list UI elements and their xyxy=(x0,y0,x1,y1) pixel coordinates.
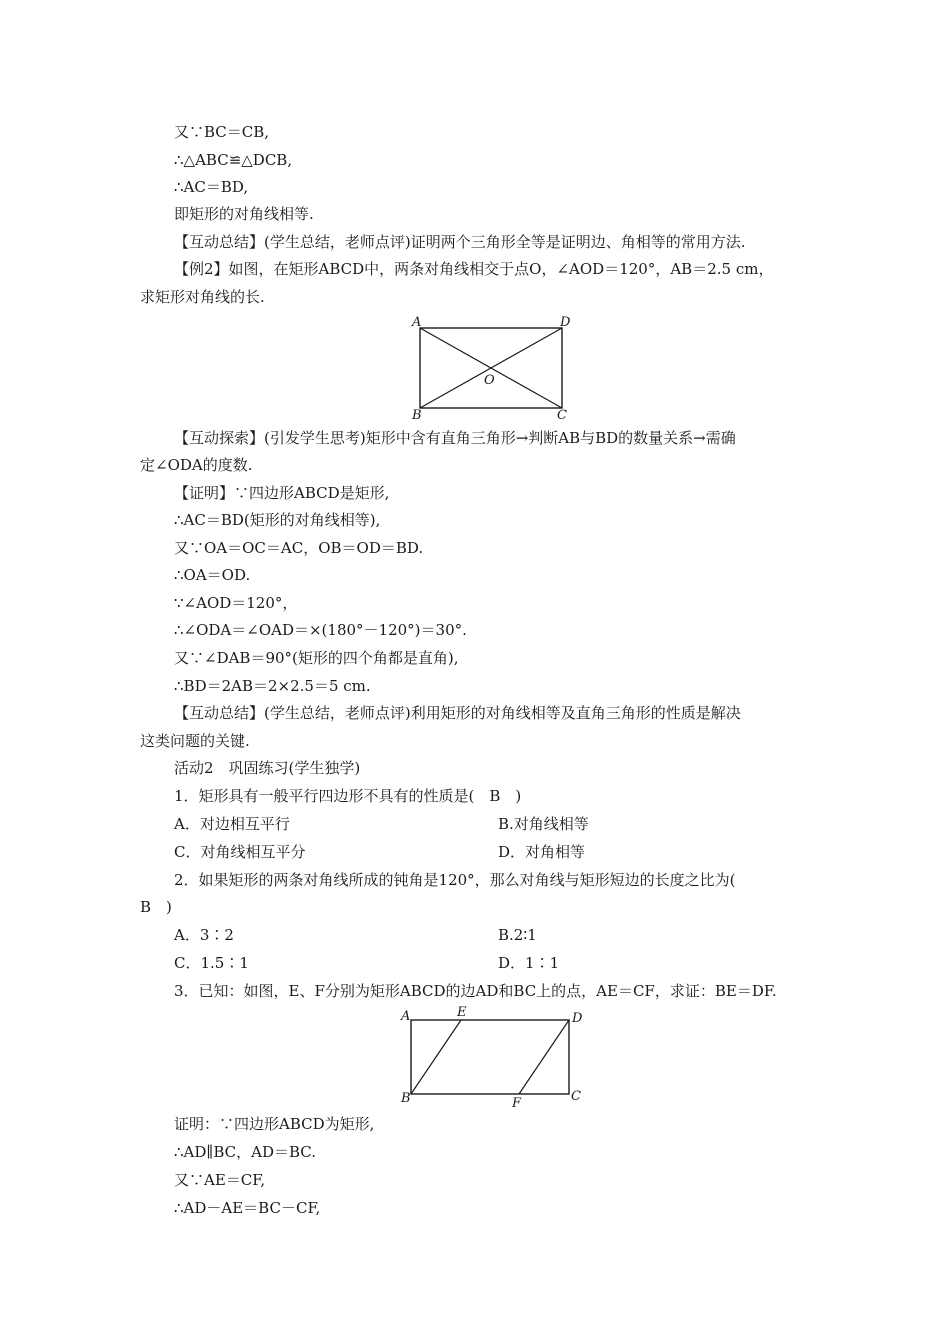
label-a: A xyxy=(401,1009,411,1024)
label-c: C xyxy=(571,1089,581,1104)
text-line: ∴OA＝OD. xyxy=(174,566,251,584)
text-line: ∴BD＝2AB＝2×2.5＝5 cm. xyxy=(174,677,371,695)
text-line: 定∠ODA的度数. xyxy=(140,456,253,474)
segment-be xyxy=(411,1020,461,1094)
label-b: B xyxy=(412,408,422,423)
rectangle-diagonals-figure xyxy=(405,312,575,424)
question-1: 1．矩形具有一般平行四边形不具有的性质是( B ) xyxy=(174,787,522,805)
q1-option-c: C．对角线相互平分 xyxy=(174,843,306,861)
question-3: 3．已知：如图，E、F分别为矩形ABCD的边AD和BC上的点，AE＝CF，求证：BE＝DF. xyxy=(174,982,777,1000)
q2-option-a: A．3∶2 xyxy=(174,926,234,944)
proof-line: ∴AD－AE＝BC－CF, xyxy=(174,1199,321,1217)
proof-line: ∴AD∥BC，AD＝BC. xyxy=(174,1143,316,1161)
label-d: D xyxy=(560,315,571,330)
text-line: 又∵BC＝CB, xyxy=(174,123,270,141)
text-line: ∴∠ODA＝∠OAD＝×(180°－120°)＝30°. xyxy=(174,621,467,639)
text-line: 又∵OA＝OC＝AC，OB＝OD＝BD. xyxy=(174,539,424,557)
label-o: O xyxy=(484,373,495,388)
text-line: 求矩形对角线的长. xyxy=(140,288,265,306)
label-c: C xyxy=(557,408,567,423)
question-2-answer: B ) xyxy=(140,898,172,916)
q2-option-c: C．1.5∶1 xyxy=(174,954,249,972)
label-b: B xyxy=(401,1091,411,1106)
q2-option-b: B.2∶1 xyxy=(498,926,537,944)
proof-heading: 【证明】∵四边形ABCD是矩形, xyxy=(174,484,390,502)
interactive-exploration: 【互动探索】(引发学生思考)矩形中含有直角三角形→判断AB与BD的数量关系→需确 xyxy=(174,429,736,447)
label-d: D xyxy=(572,1011,583,1026)
q1-option-a: A．对边相互平行 xyxy=(174,815,290,833)
proof-line: 证明：∵四边形ABCD为矩形, xyxy=(174,1115,375,1133)
text-line: 即矩形的对角线相等. xyxy=(174,205,314,223)
q1-option-b: B.对角线相等 xyxy=(498,815,589,833)
text-line: ∴AC＝BD(矩形的对角线相等), xyxy=(174,511,381,529)
text-line: ∴△ABC≌△DCB, xyxy=(174,151,293,169)
text-line: ∴AC＝BD, xyxy=(174,178,249,196)
question-2: 2．如果矩形的两条对角线所成的钝角是120°，那么对角线与矩形短边的长度之比为( xyxy=(174,871,736,889)
label-e: E xyxy=(457,1005,467,1020)
text-line: ∵∠AOD＝120°， xyxy=(174,594,298,612)
segment-df xyxy=(519,1020,569,1094)
q2-option-d: D．1∶1 xyxy=(498,954,560,972)
activity-2-heading: 活动2 巩固练习(学生独学) xyxy=(174,759,361,777)
interactive-summary: 【互动总结】(学生总结，老师点评)利用矩形的对角线相等及直角三角形的性质是解决 xyxy=(174,704,741,722)
rectangle-abcd xyxy=(411,1020,569,1094)
text-line: 这类问题的关键. xyxy=(140,732,250,750)
label-a: A xyxy=(412,315,422,330)
interactive-summary: 【互动总结】(学生总结，老师点评)证明两个三角形全等是证明边、角相等的常用方法. xyxy=(174,233,746,251)
example-2-heading: 【例2】如图，在矩形ABCD中，两条对角线相交于点O，∠AOD＝120°，AB＝2.5 cm， xyxy=(174,260,774,278)
text-line: 又∵∠DAB＝90°(矩形的四个角都是直角), xyxy=(174,649,459,667)
rectangle-ef-figure xyxy=(395,1004,590,1110)
q1-option-d: D．对角相等 xyxy=(498,843,586,861)
label-f: F xyxy=(512,1096,522,1111)
proof-line: 又∵AE＝CF, xyxy=(174,1171,266,1189)
